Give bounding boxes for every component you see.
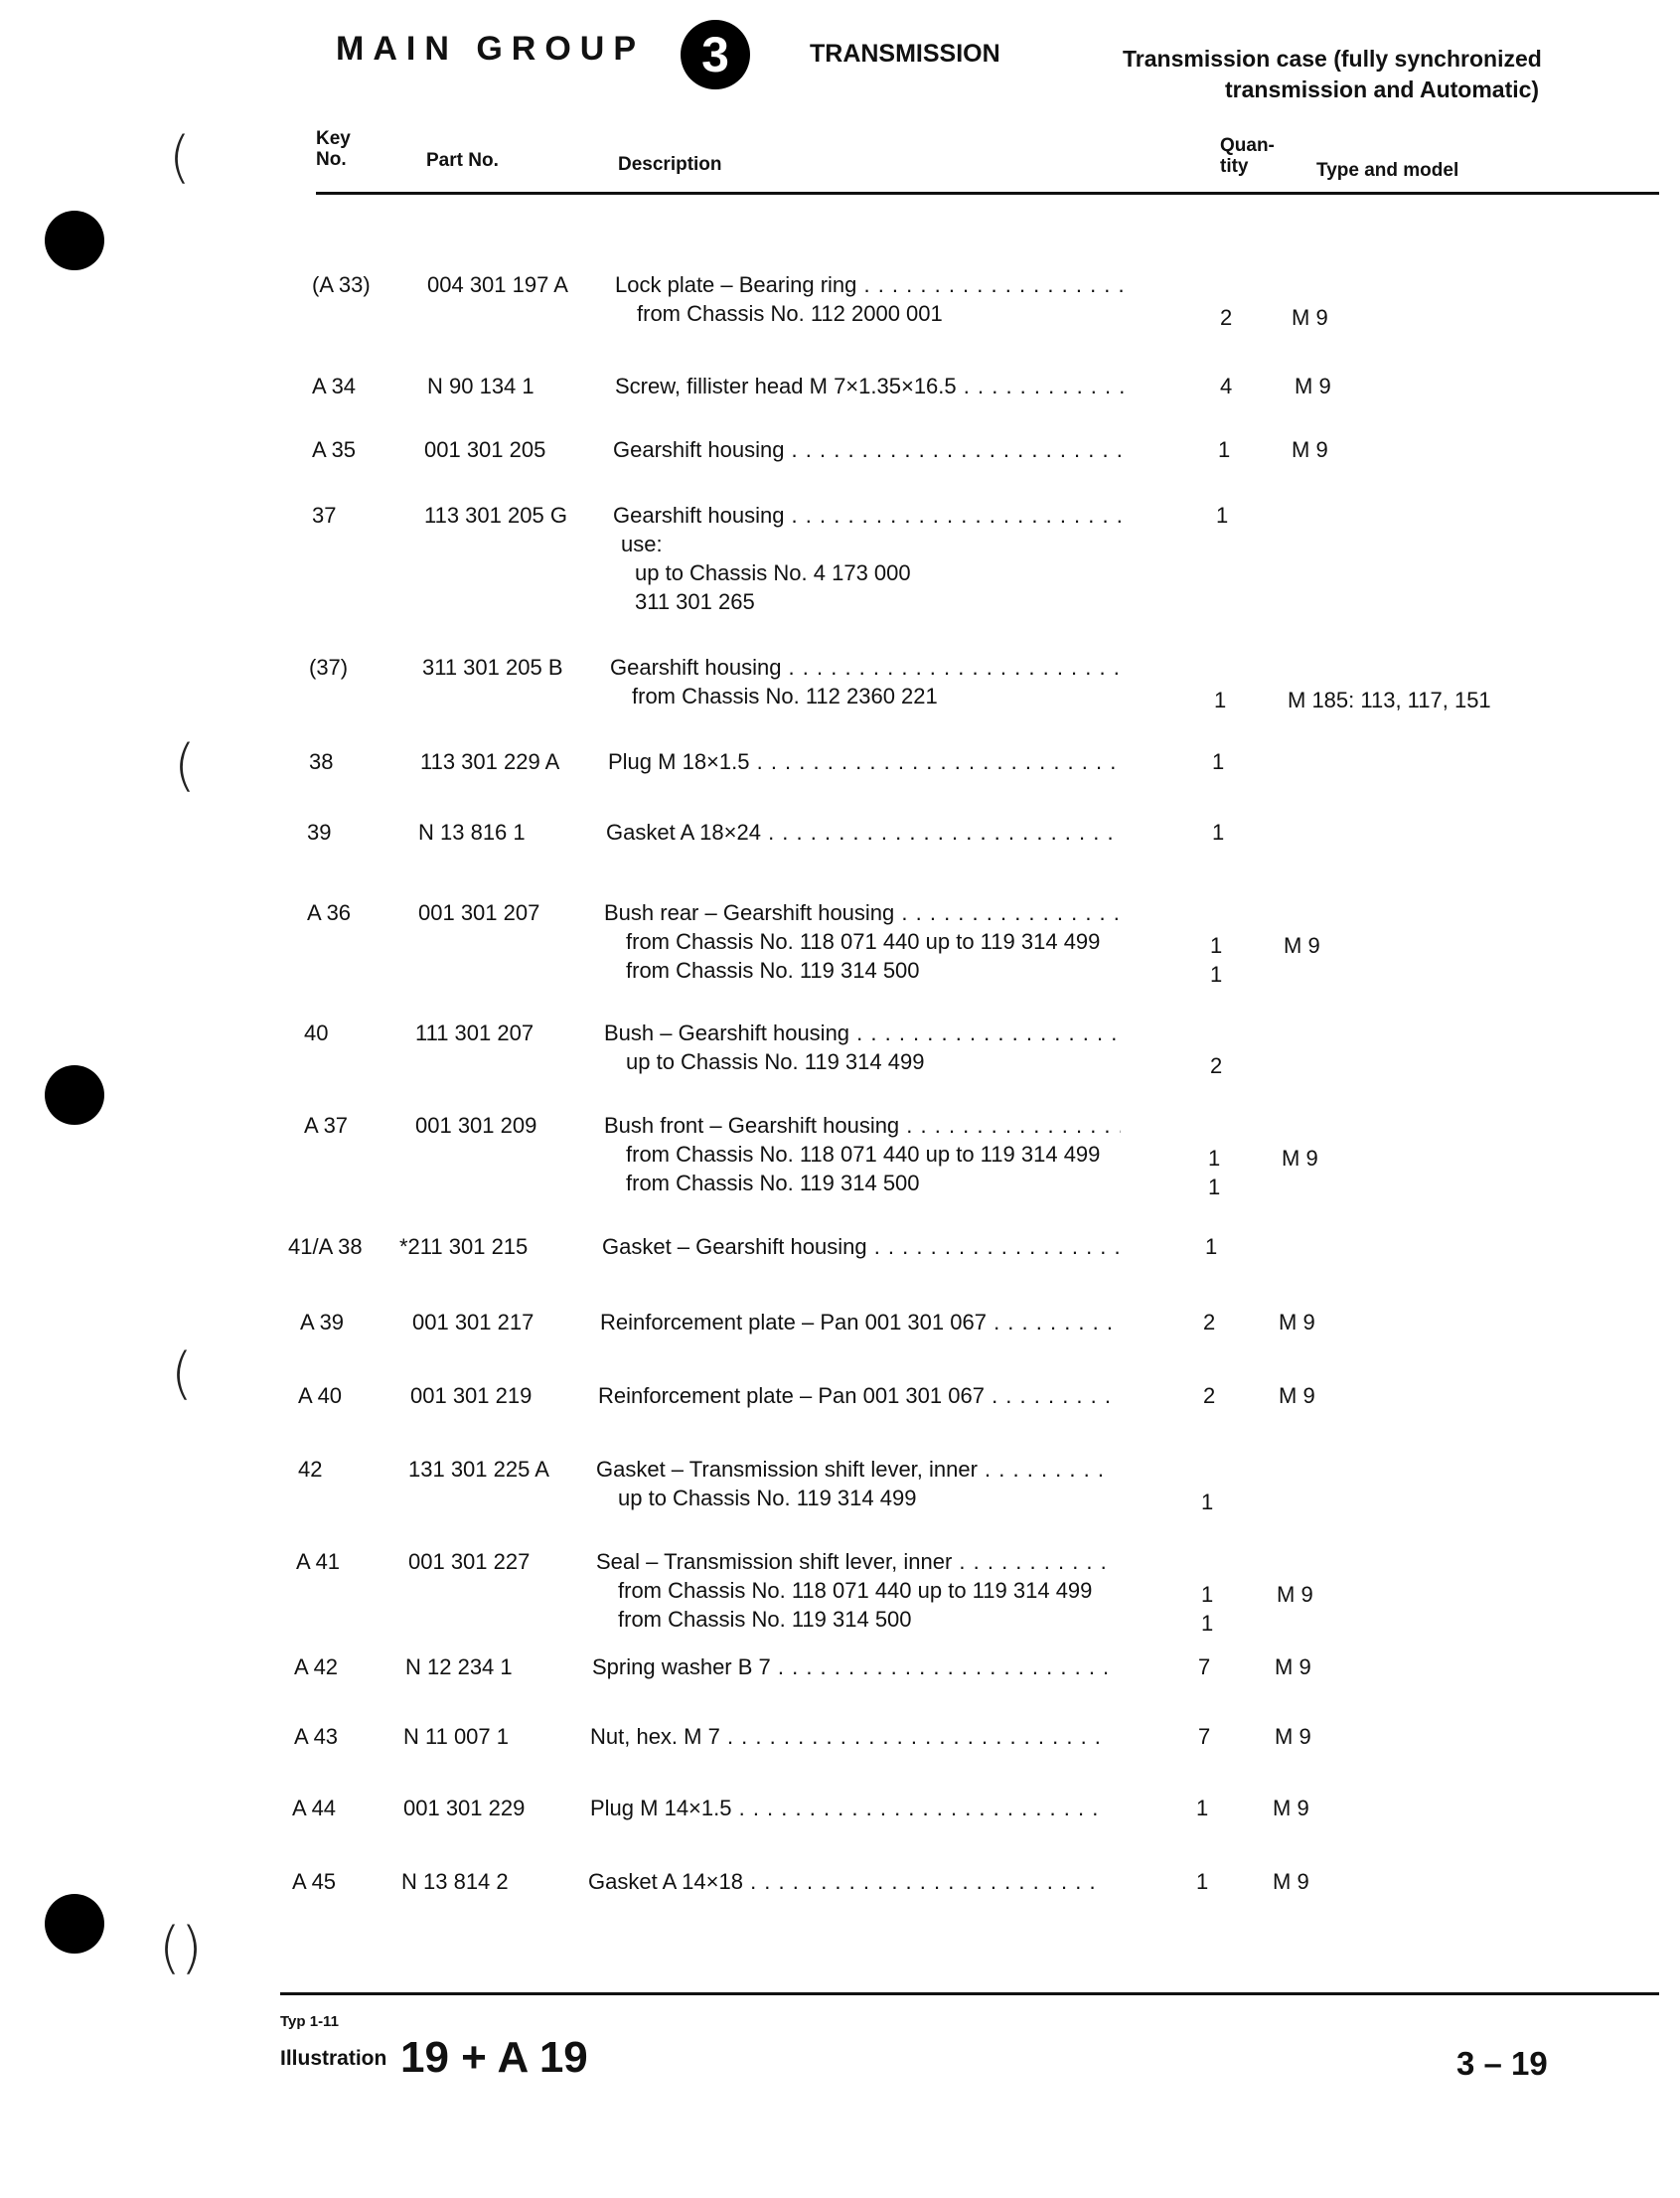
part-number: 001 301 209 xyxy=(415,1113,537,1138)
type-and-model: M 9 xyxy=(1284,933,1320,958)
quantity: 1 xyxy=(1208,1175,1221,1199)
description-line: Gearshift housing . . . xyxy=(613,435,1130,464)
quantity: 7 xyxy=(1198,1654,1211,1679)
quantity: 1 xyxy=(1218,437,1231,462)
quantity: 1 xyxy=(1196,1796,1209,1820)
quantity: 1 xyxy=(1210,962,1223,987)
illustration-label: Illustration xyxy=(280,2047,387,2070)
part-number: 113 301 229 A xyxy=(420,749,560,774)
description xyxy=(592,1652,1109,1681)
description xyxy=(602,1232,1119,1261)
description-line: Gasket A 18×24 . . . xyxy=(606,818,1123,847)
description-line: Gearshift housing . . . xyxy=(610,653,1127,682)
description-line: Spring washer B 7 . . . xyxy=(592,1652,1109,1681)
quantity: 1 xyxy=(1212,749,1225,774)
group-number-badge: 3 xyxy=(681,20,750,89)
type-label: Typ 1-11 xyxy=(280,2013,339,2030)
quantity: 4 xyxy=(1220,374,1233,398)
description-line: Bush rear – Gearshift housing . . . xyxy=(604,898,1121,927)
quantity: 2 xyxy=(1210,1053,1223,1078)
type-and-model: M 9 xyxy=(1295,374,1331,398)
quantity: 1 xyxy=(1196,1869,1209,1894)
description-subline: from Chassis No. 119 314 500 xyxy=(626,1171,920,1195)
type-and-model: M 9 xyxy=(1277,1582,1313,1607)
description-subline: up to Chassis No. 119 314 499 xyxy=(626,1049,925,1074)
description-subline: from Chassis No. 119 314 500 xyxy=(618,1607,912,1632)
description-subline: from Chassis No. 118 071 440 up to 119 314 499 xyxy=(626,1142,1101,1167)
col-model-header: Type and model xyxy=(1316,160,1459,181)
key-number: 42 xyxy=(298,1457,323,1482)
quantity: 2 xyxy=(1203,1310,1216,1334)
description xyxy=(604,1111,1121,1197)
part-number: 113 301 205 G xyxy=(424,503,567,528)
col-key-header: Key No. xyxy=(316,128,351,170)
quantity: 1 xyxy=(1214,688,1227,712)
description xyxy=(613,435,1130,464)
part-number: 001 301 217 xyxy=(412,1310,535,1334)
type-and-model: M 9 xyxy=(1275,1724,1311,1749)
punch-mark: () xyxy=(159,1916,203,1980)
key-number: 38 xyxy=(309,749,334,774)
type-and-model: M 9 xyxy=(1279,1310,1315,1334)
description xyxy=(608,747,1125,776)
description xyxy=(596,1547,1113,1634)
type-and-model: M 185: 113, 117, 151 xyxy=(1288,688,1491,712)
part-number: N 12 234 1 xyxy=(405,1654,513,1679)
description xyxy=(604,898,1121,985)
section-subtitle: Transmission case (fully synchronized xyxy=(1123,46,1542,72)
description xyxy=(613,501,1130,616)
description-line: Screw, fillister head M 7×1.35×16.5 . . . xyxy=(615,372,1132,400)
description-subline: from Chassis No. 112 2000 001 xyxy=(637,301,943,326)
quantity: 1 xyxy=(1212,820,1225,845)
key-number: A 41 xyxy=(296,1549,341,1574)
punch-mark: ( xyxy=(169,125,191,190)
quantity: 1 xyxy=(1201,1490,1214,1514)
footer-rule xyxy=(280,1992,1659,1995)
description-subline: from Chassis No. 119 314 500 xyxy=(626,958,920,983)
key-number: 37 xyxy=(312,503,337,528)
key-number: 39 xyxy=(307,820,332,845)
quantity: 1 xyxy=(1210,933,1223,958)
description-line: Plug M 18×1.5 . . . xyxy=(608,747,1125,776)
type-and-model: M 9 xyxy=(1275,1654,1311,1679)
binder-hole xyxy=(45,1894,104,1954)
description xyxy=(588,1867,1105,1896)
illustration-number: 19 + A 19 xyxy=(400,2033,588,2082)
description xyxy=(590,1722,1107,1751)
description-line: Reinforcement plate – Pan 001 301 067 . . . xyxy=(598,1381,1115,1410)
description-line: Seal – Transmission shift lever, inner . . . xyxy=(596,1547,1113,1576)
col-description-header: Description xyxy=(618,154,722,175)
part-number: 001 301 205 xyxy=(424,437,546,462)
type-and-model: M 9 xyxy=(1279,1383,1315,1408)
description xyxy=(590,1794,1107,1822)
part-number: 001 301 207 xyxy=(418,900,540,925)
type-and-model: M 9 xyxy=(1292,437,1328,462)
punch-mark: ( xyxy=(171,1341,193,1406)
description-line: Gearshift housing . . . xyxy=(613,501,1130,530)
description-line: Reinforcement plate – Pan 001 301 067 . . . xyxy=(600,1308,1117,1336)
description xyxy=(615,372,1132,400)
page-number: 3 – 19 xyxy=(1456,2045,1548,2082)
quantity: 1 xyxy=(1216,503,1229,528)
quantity: 2 xyxy=(1220,305,1233,330)
punch-mark: ( xyxy=(174,733,196,798)
description-subline: from Chassis No. 112 2360 221 xyxy=(632,684,938,708)
description-line: Gasket – Transmission shift lever, inner . . . xyxy=(596,1455,1113,1484)
description-line: Lock plate – Bearing ring . . . xyxy=(615,270,1132,299)
description-subline: from Chassis No. 118 071 440 up to 119 314 499 xyxy=(618,1578,1093,1603)
part-number: 131 301 225 A xyxy=(408,1457,549,1482)
part-number: 001 301 227 xyxy=(408,1549,531,1574)
type-and-model: M 9 xyxy=(1282,1146,1318,1171)
header-rule xyxy=(316,192,1659,195)
part-number: N 90 134 1 xyxy=(427,374,535,398)
part-number: 004 301 197 A xyxy=(427,272,568,297)
key-number: (37) xyxy=(309,655,349,680)
main-group-title: MAIN GROUP xyxy=(336,30,645,68)
quantity: 7 xyxy=(1198,1724,1211,1749)
col-quantity-header: Quan- tity xyxy=(1220,135,1275,177)
description-line: Gasket A 14×18 . . . xyxy=(588,1867,1105,1896)
description-subline: up to Chassis No. 119 314 499 xyxy=(618,1486,917,1510)
part-number: 001 301 229 xyxy=(403,1796,526,1820)
section-subtitle: transmission and Automatic) xyxy=(1225,77,1540,102)
quantity: 1 xyxy=(1205,1234,1218,1259)
quantity: 1 xyxy=(1201,1582,1214,1607)
binder-hole xyxy=(45,211,104,270)
key-number: A 36 xyxy=(307,900,352,925)
part-number: N 11 007 1 xyxy=(403,1724,510,1749)
quantity: 2 xyxy=(1203,1383,1216,1408)
description-subline: use: xyxy=(621,532,663,556)
key-number: (A 33) xyxy=(312,272,371,297)
quantity: 1 xyxy=(1201,1611,1214,1636)
description-line: Gasket – Gearshift housing . . . xyxy=(602,1232,1119,1261)
col-part-header: Part No. xyxy=(426,150,499,171)
key-number: 41/A 38 xyxy=(288,1234,363,1259)
part-number: 311 301 205 B xyxy=(422,655,563,680)
key-number: A 43 xyxy=(294,1724,339,1749)
description xyxy=(615,270,1132,328)
description-subline: from Chassis No. 118 071 440 up to 119 314 499 xyxy=(626,929,1101,954)
key-number: A 45 xyxy=(292,1869,337,1894)
key-number: A 40 xyxy=(298,1383,343,1408)
type-and-model: M 9 xyxy=(1292,305,1328,330)
description-subline: 311 301 265 xyxy=(635,589,755,614)
key-number: A 44 xyxy=(292,1796,337,1820)
description-line: Bush front – Gearshift housing . . . xyxy=(604,1111,1121,1140)
description xyxy=(606,818,1123,847)
part-number: *211 301 215 xyxy=(399,1234,529,1259)
description-line: Bush – Gearshift housing . . . xyxy=(604,1019,1121,1047)
part-number: N 13 816 1 xyxy=(418,820,526,845)
binder-hole xyxy=(45,1065,104,1125)
key-number: 40 xyxy=(304,1020,329,1045)
type-and-model: M 9 xyxy=(1273,1796,1309,1820)
description xyxy=(598,1381,1115,1410)
description xyxy=(604,1019,1121,1076)
key-number: A 42 xyxy=(294,1654,339,1679)
part-number: 111 301 207 xyxy=(415,1020,535,1045)
description xyxy=(610,653,1127,710)
key-number: A 34 xyxy=(312,374,357,398)
part-number: N 13 814 2 xyxy=(401,1869,509,1894)
description-line: Plug M 14×1.5 . . . xyxy=(590,1794,1107,1822)
description xyxy=(596,1455,1113,1512)
key-number: A 35 xyxy=(312,437,357,462)
section-title: TRANSMISSION xyxy=(810,40,1000,68)
description xyxy=(600,1308,1117,1336)
description-line: Nut, hex. M 7 . . . xyxy=(590,1722,1107,1751)
description-subline: up to Chassis No. 4 173 000 xyxy=(635,560,911,585)
type-and-model: M 9 xyxy=(1273,1869,1309,1894)
part-number: 001 301 219 xyxy=(410,1383,533,1408)
key-number: A 39 xyxy=(300,1310,345,1334)
key-number: A 37 xyxy=(304,1113,349,1138)
quantity: 1 xyxy=(1208,1146,1221,1171)
